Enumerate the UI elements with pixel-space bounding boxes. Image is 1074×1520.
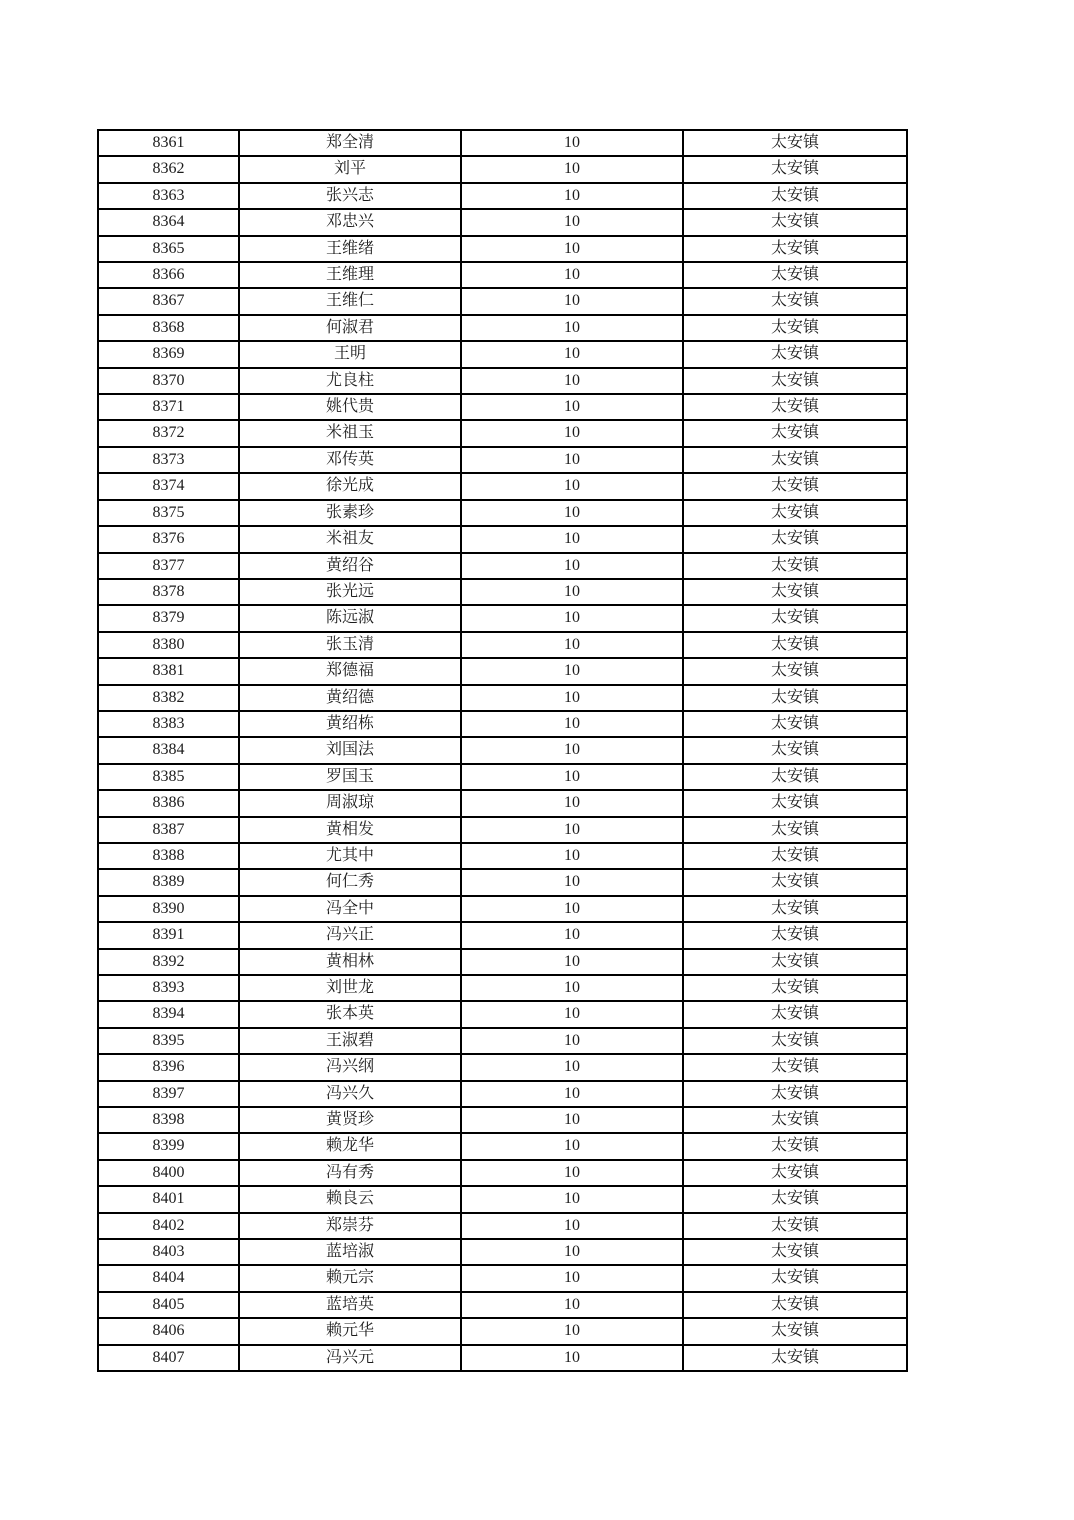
serial-cell: 8370 (98, 368, 239, 394)
town-cell: 太安镇 (683, 737, 907, 763)
serial-cell: 8400 (98, 1160, 239, 1186)
quantity-cell: 10 (461, 1001, 683, 1027)
serial-cell: 8401 (98, 1186, 239, 1212)
town-cell: 太安镇 (683, 183, 907, 209)
town-cell: 太安镇 (683, 1001, 907, 1027)
quantity-cell: 10 (461, 315, 683, 341)
table-row (98, 1265, 907, 1291)
quantity-cell: 10 (461, 1081, 683, 1107)
quantity-cell: 10 (461, 288, 683, 314)
town-cell: 太安镇 (683, 922, 907, 948)
quantity-cell: 10 (461, 605, 683, 631)
quantity-cell: 10 (461, 711, 683, 737)
serial-cell: 8380 (98, 632, 239, 658)
serial-cell: 8393 (98, 975, 239, 1001)
table-row (98, 1213, 907, 1239)
table-row (98, 605, 907, 631)
name-cell: 黄绍栋 (239, 711, 461, 737)
town-cell: 太安镇 (683, 262, 907, 288)
name-cell: 尤其中 (239, 843, 461, 869)
table-row (98, 632, 907, 658)
town-cell: 太安镇 (683, 1054, 907, 1080)
town-cell: 太安镇 (683, 1292, 907, 1318)
quantity-cell: 10 (461, 764, 683, 790)
town-cell: 太安镇 (683, 975, 907, 1001)
quantity-cell: 10 (461, 262, 683, 288)
name-cell: 陈远淑 (239, 605, 461, 631)
quantity-cell: 10 (461, 1028, 683, 1054)
quantity-cell: 10 (461, 156, 683, 182)
serial-cell: 8407 (98, 1345, 239, 1371)
quantity-cell: 10 (461, 790, 683, 816)
quantity-cell: 10 (461, 1107, 683, 1133)
quantity-cell: 10 (461, 922, 683, 948)
name-cell: 冯兴纲 (239, 1054, 461, 1080)
quantity-cell: 10 (461, 420, 683, 446)
quantity-cell: 10 (461, 1265, 683, 1291)
name-cell: 蓝培英 (239, 1292, 461, 1318)
table-row (98, 1107, 907, 1133)
quantity-cell: 10 (461, 1186, 683, 1212)
table-row (98, 658, 907, 684)
serial-cell: 8384 (98, 737, 239, 763)
town-cell: 太安镇 (683, 420, 907, 446)
town-cell: 太安镇 (683, 685, 907, 711)
name-cell: 黄贤珍 (239, 1107, 461, 1133)
name-cell: 郑全清 (239, 130, 461, 156)
name-cell: 赖元华 (239, 1318, 461, 1344)
name-cell: 黄绍德 (239, 685, 461, 711)
table-row (98, 843, 907, 869)
town-cell: 太安镇 (683, 817, 907, 843)
name-cell: 赖龙华 (239, 1133, 461, 1159)
table-row (98, 315, 907, 341)
table-row (98, 896, 907, 922)
table-row (98, 764, 907, 790)
name-cell: 黄绍谷 (239, 553, 461, 579)
table-row (98, 447, 907, 473)
serial-cell: 8361 (98, 130, 239, 156)
town-cell: 太安镇 (683, 341, 907, 367)
town-cell: 太安镇 (683, 1160, 907, 1186)
name-cell: 张玉清 (239, 632, 461, 658)
name-cell: 黄相发 (239, 817, 461, 843)
name-cell: 冯兴久 (239, 1081, 461, 1107)
table-row (98, 1160, 907, 1186)
serial-cell: 8397 (98, 1081, 239, 1107)
town-cell: 太安镇 (683, 843, 907, 869)
quantity-cell: 10 (461, 975, 683, 1001)
name-cell: 王维绪 (239, 236, 461, 262)
table-row (98, 579, 907, 605)
serial-cell: 8399 (98, 1133, 239, 1159)
table-row (98, 368, 907, 394)
town-cell: 太安镇 (683, 1133, 907, 1159)
name-cell: 冯有秀 (239, 1160, 461, 1186)
quantity-cell: 10 (461, 1239, 683, 1265)
name-cell: 邓传英 (239, 447, 461, 473)
records-table (97, 129, 908, 1372)
quantity-cell: 10 (461, 685, 683, 711)
town-cell: 太安镇 (683, 1081, 907, 1107)
table-row (98, 500, 907, 526)
town-cell: 太安镇 (683, 1345, 907, 1371)
quantity-cell: 10 (461, 1318, 683, 1344)
town-cell: 太安镇 (683, 236, 907, 262)
quantity-cell: 10 (461, 1160, 683, 1186)
town-cell: 太安镇 (683, 711, 907, 737)
serial-cell: 8381 (98, 658, 239, 684)
table-row (98, 209, 907, 235)
quantity-cell: 10 (461, 526, 683, 552)
town-cell: 太安镇 (683, 1186, 907, 1212)
table-row (98, 236, 907, 262)
serial-cell: 8377 (98, 553, 239, 579)
quantity-cell: 10 (461, 183, 683, 209)
town-cell: 太安镇 (683, 315, 907, 341)
quantity-cell: 10 (461, 1213, 683, 1239)
name-cell: 冯全中 (239, 896, 461, 922)
name-cell: 黄相林 (239, 949, 461, 975)
table-row (98, 553, 907, 579)
town-cell: 太安镇 (683, 368, 907, 394)
name-cell: 邓忠兴 (239, 209, 461, 235)
town-cell: 太安镇 (683, 553, 907, 579)
serial-cell: 8394 (98, 1001, 239, 1027)
quantity-cell: 10 (461, 658, 683, 684)
town-cell: 太安镇 (683, 764, 907, 790)
quantity-cell: 10 (461, 447, 683, 473)
town-cell: 太安镇 (683, 790, 907, 816)
serial-cell: 8375 (98, 500, 239, 526)
quantity-cell: 10 (461, 1133, 683, 1159)
quantity-cell: 10 (461, 632, 683, 658)
serial-cell: 8398 (98, 1107, 239, 1133)
serial-cell: 8387 (98, 817, 239, 843)
town-cell: 太安镇 (683, 1239, 907, 1265)
name-cell: 王淑碧 (239, 1028, 461, 1054)
name-cell: 罗国玉 (239, 764, 461, 790)
quantity-cell: 10 (461, 843, 683, 869)
quantity-cell: 10 (461, 579, 683, 605)
quantity-cell: 10 (461, 236, 683, 262)
name-cell: 张素珍 (239, 500, 461, 526)
serial-cell: 8391 (98, 922, 239, 948)
town-cell: 太安镇 (683, 1265, 907, 1291)
town-cell: 太安镇 (683, 447, 907, 473)
serial-cell: 8406 (98, 1318, 239, 1344)
serial-cell: 8373 (98, 447, 239, 473)
table-row (98, 1292, 907, 1318)
town-cell: 太安镇 (683, 209, 907, 235)
table-row (98, 685, 907, 711)
town-cell: 太安镇 (683, 500, 907, 526)
serial-cell: 8395 (98, 1028, 239, 1054)
name-cell: 冯兴正 (239, 922, 461, 948)
table-row (98, 711, 907, 737)
name-cell: 刘世龙 (239, 975, 461, 1001)
serial-cell: 8404 (98, 1265, 239, 1291)
quantity-cell: 10 (461, 737, 683, 763)
table-row (98, 922, 907, 948)
town-cell: 太安镇 (683, 579, 907, 605)
town-cell: 太安镇 (683, 949, 907, 975)
serial-cell: 8374 (98, 473, 239, 499)
serial-cell: 8368 (98, 315, 239, 341)
serial-cell: 8376 (98, 526, 239, 552)
name-cell: 姚代贵 (239, 394, 461, 420)
serial-cell: 8396 (98, 1054, 239, 1080)
town-cell: 太安镇 (683, 1318, 907, 1344)
serial-cell: 8362 (98, 156, 239, 182)
name-cell: 张本英 (239, 1001, 461, 1027)
serial-cell: 8378 (98, 579, 239, 605)
quantity-cell: 10 (461, 949, 683, 975)
serial-cell: 8386 (98, 790, 239, 816)
town-cell: 太安镇 (683, 526, 907, 552)
table-row (98, 975, 907, 1001)
quantity-cell: 10 (461, 368, 683, 394)
table-row (98, 183, 907, 209)
table-row (98, 737, 907, 763)
serial-cell: 8367 (98, 288, 239, 314)
table-row (98, 817, 907, 843)
quantity-cell: 10 (461, 1345, 683, 1371)
name-cell: 尤良柱 (239, 368, 461, 394)
town-cell: 太安镇 (683, 632, 907, 658)
table-row (98, 1081, 907, 1107)
table-row (98, 869, 907, 895)
table-row (98, 1345, 907, 1371)
table-row (98, 130, 907, 156)
serial-cell: 8369 (98, 341, 239, 367)
town-cell: 太安镇 (683, 1028, 907, 1054)
name-cell: 赖良云 (239, 1186, 461, 1212)
quantity-cell: 10 (461, 1054, 683, 1080)
quantity-cell: 10 (461, 473, 683, 499)
table-row (98, 1239, 907, 1265)
serial-cell: 8385 (98, 764, 239, 790)
name-cell: 赖元宗 (239, 1265, 461, 1291)
table-row (98, 1001, 907, 1027)
serial-cell: 8379 (98, 605, 239, 631)
town-cell: 太安镇 (683, 1213, 907, 1239)
town-cell: 太安镇 (683, 473, 907, 499)
quantity-cell: 10 (461, 394, 683, 420)
serial-cell: 8372 (98, 420, 239, 446)
town-cell: 太安镇 (683, 1107, 907, 1133)
name-cell: 冯兴元 (239, 1345, 461, 1371)
serial-cell: 8403 (98, 1239, 239, 1265)
serial-cell: 8365 (98, 236, 239, 262)
table-row (98, 1054, 907, 1080)
table-row (98, 1133, 907, 1159)
name-cell: 张光远 (239, 579, 461, 605)
name-cell: 徐光成 (239, 473, 461, 499)
name-cell: 郑崇芬 (239, 1213, 461, 1239)
serial-cell: 8366 (98, 262, 239, 288)
table-row (98, 1318, 907, 1344)
quantity-cell: 10 (461, 896, 683, 922)
town-cell: 太安镇 (683, 896, 907, 922)
name-cell: 王维理 (239, 262, 461, 288)
table-row (98, 341, 907, 367)
name-cell: 米祖玉 (239, 420, 461, 446)
town-cell: 太安镇 (683, 288, 907, 314)
town-cell: 太安镇 (683, 156, 907, 182)
table-row (98, 262, 907, 288)
name-cell: 刘平 (239, 156, 461, 182)
serial-cell: 8405 (98, 1292, 239, 1318)
quantity-cell: 10 (461, 500, 683, 526)
table-row (98, 473, 907, 499)
serial-cell: 8402 (98, 1213, 239, 1239)
name-cell: 郑德福 (239, 658, 461, 684)
quantity-cell: 10 (461, 1292, 683, 1318)
name-cell: 王维仁 (239, 288, 461, 314)
quantity-cell: 10 (461, 209, 683, 235)
serial-cell: 8364 (98, 209, 239, 235)
table-row (98, 790, 907, 816)
name-cell: 周淑琼 (239, 790, 461, 816)
quantity-cell: 10 (461, 553, 683, 579)
table-row (98, 394, 907, 420)
name-cell: 张兴志 (239, 183, 461, 209)
table-row (98, 949, 907, 975)
table-row (98, 1028, 907, 1054)
serial-cell: 8390 (98, 896, 239, 922)
table-row (98, 420, 907, 446)
serial-cell: 8382 (98, 685, 239, 711)
name-cell: 王明 (239, 341, 461, 367)
serial-cell: 8383 (98, 711, 239, 737)
quantity-cell: 10 (461, 869, 683, 895)
name-cell: 米祖友 (239, 526, 461, 552)
town-cell: 太安镇 (683, 869, 907, 895)
quantity-cell: 10 (461, 130, 683, 156)
name-cell: 何淑君 (239, 315, 461, 341)
town-cell: 太安镇 (683, 130, 907, 156)
town-cell: 太安镇 (683, 658, 907, 684)
serial-cell: 8371 (98, 394, 239, 420)
table-row (98, 526, 907, 552)
serial-cell: 8363 (98, 183, 239, 209)
name-cell: 何仁秀 (239, 869, 461, 895)
table-row (98, 156, 907, 182)
town-cell: 太安镇 (683, 605, 907, 631)
name-cell: 蓝培淑 (239, 1239, 461, 1265)
quantity-cell: 10 (461, 817, 683, 843)
serial-cell: 8389 (98, 869, 239, 895)
table-row (98, 1186, 907, 1212)
table-body (98, 130, 907, 1371)
quantity-cell: 10 (461, 341, 683, 367)
town-cell: 太安镇 (683, 394, 907, 420)
serial-cell: 8392 (98, 949, 239, 975)
name-cell: 刘国法 (239, 737, 461, 763)
serial-cell: 8388 (98, 843, 239, 869)
table-row (98, 288, 907, 314)
